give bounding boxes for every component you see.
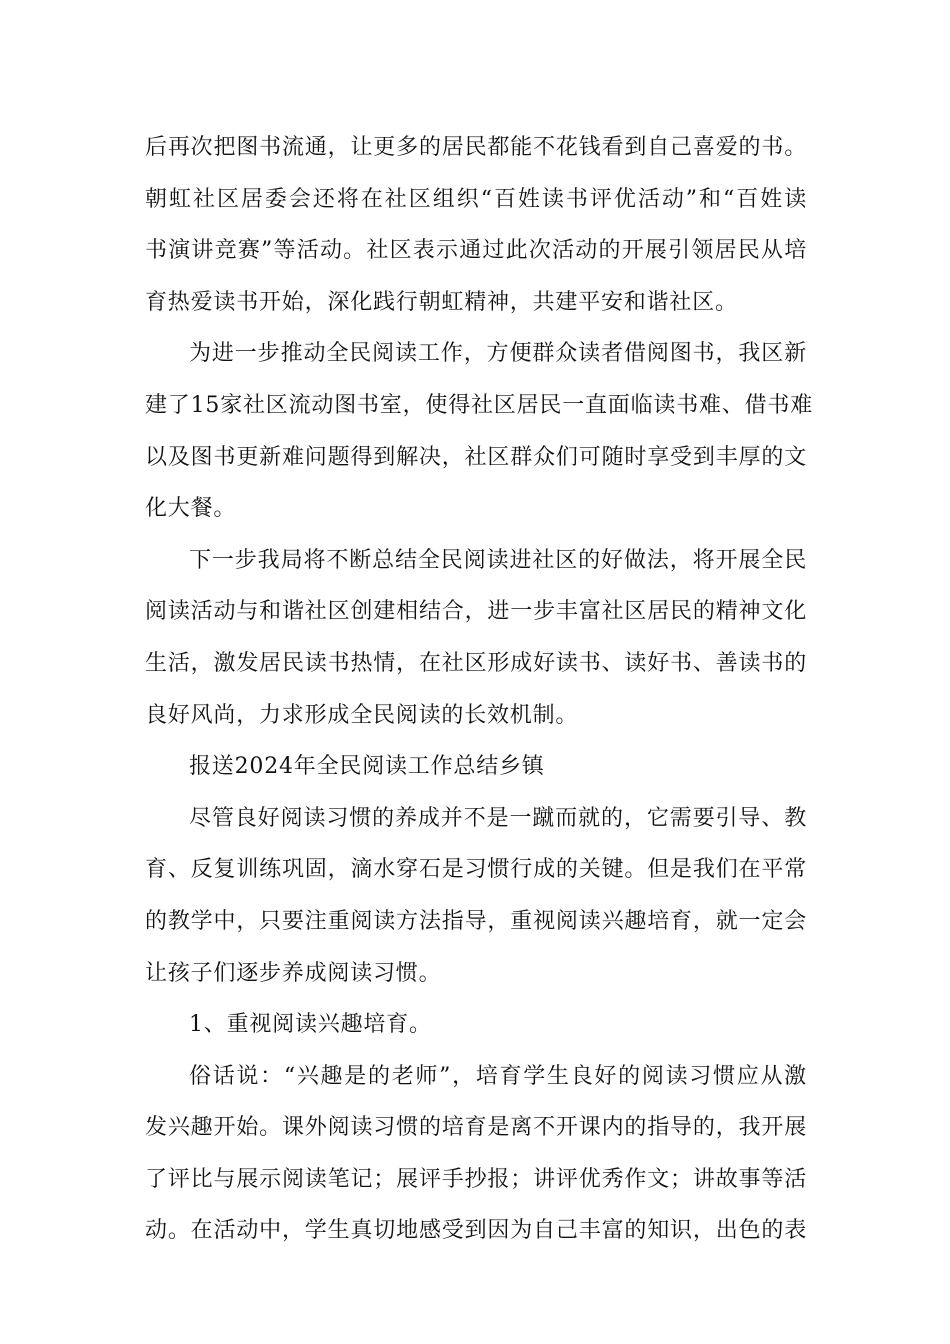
text-line: 1、重视阅读兴趣培育。 <box>189 1012 432 1038</box>
text-line: 书演讲竞赛”等活动。社区表示通过此次活动的开展引领居民从培 <box>145 238 807 264</box>
text-line: 以及图书更新难问题得到解决，社区群众们可随时享受到丰厚的文 <box>145 444 807 470</box>
document-body <box>145 128 813 1263</box>
text-line: 化大餐。 <box>145 496 237 522</box>
text-line: 动。在活动中，学生真切地感受到因为自己丰富的知识，出色的表 <box>145 1218 807 1244</box>
text-line: 生活，激发居民读书热情，在社区形成好读书、读好书、善读书的 <box>145 650 807 676</box>
text-line: 俗话说：“兴趣是的老师”，培育学生良好的阅读习惯应从激 <box>189 1063 807 1089</box>
text-line: 的教学中，只要注重阅读方法指导，重视阅读兴趣培育，就一定会 <box>145 908 807 934</box>
text-line: 尽管良好阅读习惯的养成并不是一蹴而就的，它需要引导、教 <box>189 805 807 831</box>
text-line: 建了15家社区流动图书室，使得社区居民一直面临读书难、借书难 <box>145 392 813 418</box>
text-line: 后再次把图书流通，让更多的居民都能不花钱看到自己喜爱的书。 <box>145 135 807 160</box>
text-line: 为进一步推动全民阅读工作，方便群众读者借阅图书，我区新 <box>189 341 807 367</box>
text-line: 让孩子们逐步养成阅读习惯。 <box>145 960 442 986</box>
text-line: 良好风尚，力求形成全民阅读的长效机制。 <box>145 702 579 728</box>
text-line: 发兴趣开始。课外阅读习惯的培育是离不开课内的指导的，我开展 <box>145 1115 807 1141</box>
text-line: 报送2024年全民阅读工作总结乡镇 <box>189 754 545 780</box>
text-line: 下一步我局将不断总结全民阅读进社区的好做法，将开展全民 <box>189 547 807 573</box>
text-line: 育、反复训练巩固，滴水穿石是习惯行成的关键。但是我们在平常 <box>145 857 807 883</box>
text-line: 育热爱读书开始，深化践行朝虹精神，共建平安和谐社区。 <box>145 289 738 315</box>
text-line: 阅读活动与和谐社区创建相结合，进一步丰富社区居民的精神文化 <box>145 599 807 625</box>
text-line: 朝虹社区居委会还将在社区组织“百姓读书评优活动”和“百姓读 <box>145 186 807 212</box>
text-line: 了评比与展示阅读笔记；展评手抄报；讲评优秀作文；讲故事等活 <box>145 1166 807 1192</box>
